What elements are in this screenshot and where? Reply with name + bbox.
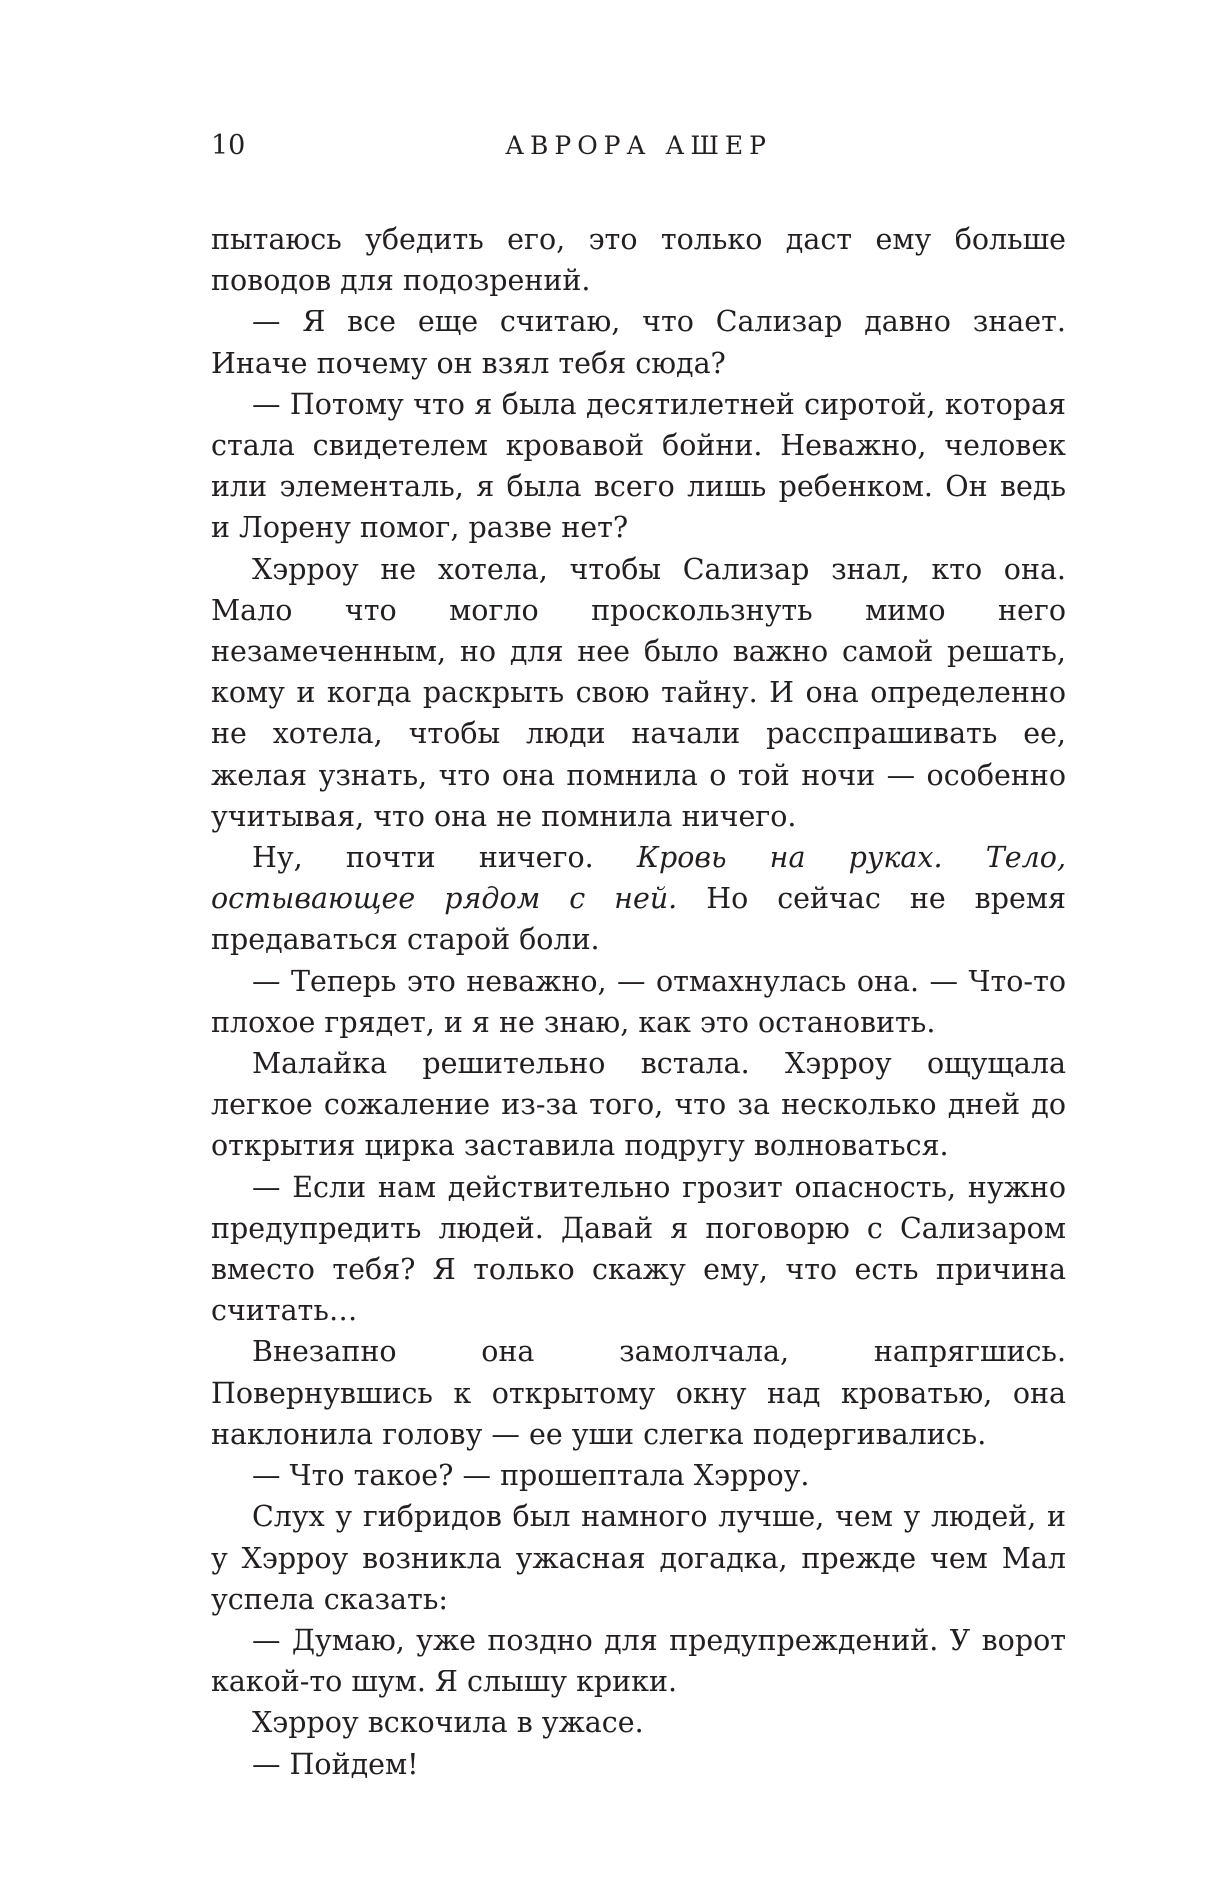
paragraph: Хэрроу вскочила в ужасе. — [252, 1706, 644, 1740]
dialogue-paragraph: — Потому что я была десятилетней сиротой, которая стала свидетелем кровавой бойни. Неважно, человек или элементаль, я была всего лишь ребенком. Он ведь и Лорену помог, разве нет? — [211, 387, 1066, 545]
body-text — [211, 219, 1066, 1785]
dialogue-paragraph: — Думаю, уже поздно для предупреждений. У ворот какой-то шум. Я слышу крики. — [211, 1623, 1066, 1699]
paragraph-text: Но сейчас не время предаваться старой боли. — [211, 882, 1066, 957]
dialogue-paragraph: — Если нам действительно грозит опасность, нужно предупредить людей. Давай я поговорю с Сализаром вместо тебя? Я только скажу ему, что есть причина считать… — [211, 1170, 1066, 1328]
page-number: 10 — [211, 130, 246, 161]
running-head-author: АВРОРА АШЕР — [505, 131, 772, 160]
page-header — [211, 126, 1066, 166]
italic-memory-text: Кровь на руках. Тело, остывающее рядом с ней. — [211, 841, 1067, 916]
dialogue-paragraph: — Что такое? — прошептала Хэрроу. — [252, 1459, 810, 1493]
paragraph: Малайка решительно встала. Хэрроу ощущала легкое сожаление из-за того, что за несколько дней до открытия цирка заставила подругу волноваться. — [211, 1047, 1066, 1163]
paragraph: Внезапно она замолчала, напрягшись. Повернувшись к открытому окну над кроватью, она наклонила голову — ее уши слегка подергивались. — [211, 1335, 1066, 1451]
paragraph: пытаюсь убедить его, это только даст ему больше поводов для подозрений. — [211, 223, 1066, 298]
paragraph: Слух у гибридов был намного лучше, чем у людей, и у Хэрроу возникла ужасная догадка, прежде чем Мал успела сказать: — [211, 1500, 1066, 1616]
dialogue-paragraph: — Теперь это неважно, — отмахнулась она. — Что-то плохое грядет, и я не знаю, как это остановить. — [211, 964, 1066, 1039]
paragraph: Хэрроу не хотела, чтобы Сализар знал, кто она. Мало что могло проскользнуть мимо него незамеченным, но для нее было важно самой решать, кому и когда раскрыть свою тайну. И она определенно не хотела, чтобы люди начали расспрашивать ее, желая узнать, что она помнила о той ночи — особенно учитывая, что она не помнила ничего. — [211, 552, 1066, 833]
paragraph-text: Ну, почти ничего. — [252, 841, 637, 875]
dialogue-paragraph: — Я все еще считаю, что Сализар давно знает. Иначе почему он взял тебя сюда? — [211, 305, 1066, 380]
dialogue-paragraph: — Пойдем! — [252, 1747, 419, 1781]
paragraph — [211, 837, 1066, 961]
